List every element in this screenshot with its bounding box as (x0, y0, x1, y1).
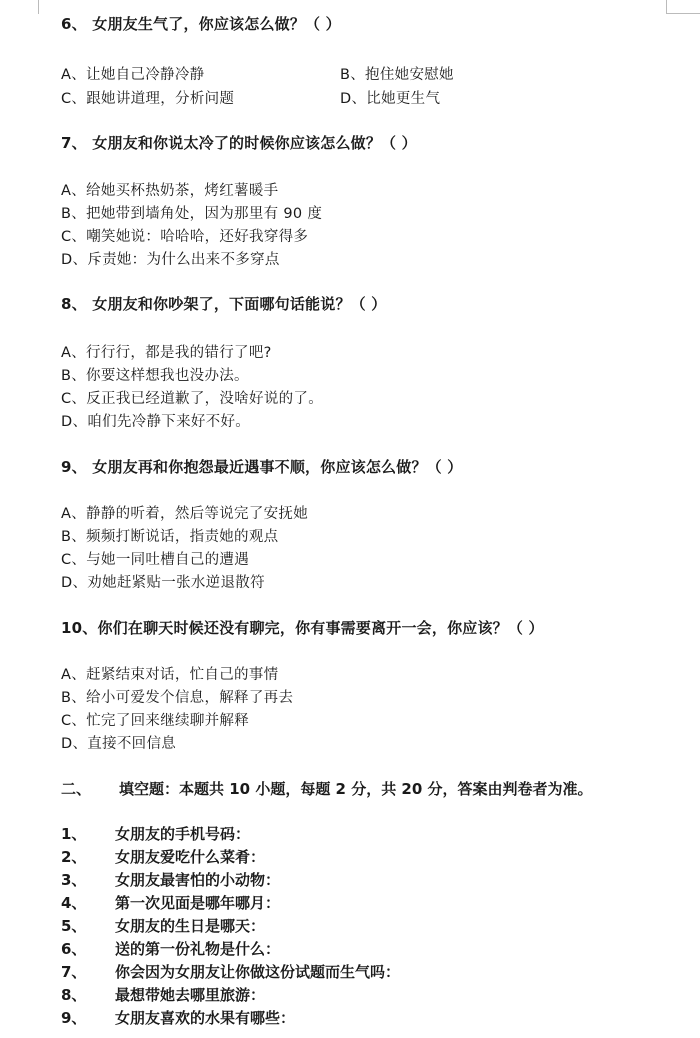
fill-item-text: 第一次见面是哪年哪月： (115, 894, 281, 912)
fill-item-text: 女朋友的生日是哪天： (115, 917, 266, 935)
fill-item-text: 女朋友的手机号码： (115, 825, 251, 843)
option-b: B、抱住她安慰她 (340, 67, 454, 83)
fill-item-text: 女朋友喜欢的水果有哪些： (115, 1009, 296, 1027)
fill-item-number: 7、 (61, 963, 87, 981)
fill-item-number: 1、 (61, 825, 87, 843)
option-b: B、频频打断说话，指责她的观点 (61, 529, 279, 545)
section-number: 二、 (61, 780, 92, 798)
fill-item-number: 3、 (61, 871, 87, 889)
question-title: 6、 女朋友生气了，你应该怎么做？（ ） (61, 15, 341, 33)
option-c: C、忙完了回来继续聊并解释 (61, 713, 250, 729)
option-a: A、让她自己冷静冷静 (61, 67, 205, 83)
page-corner-mark (38, 0, 39, 14)
fill-item-text: 最想带她去哪里旅游： (115, 986, 266, 1004)
option-b: B、你要这样想我也没办法。 (61, 368, 249, 384)
fill-item-number: 6、 (61, 940, 87, 958)
option-b: B、给小可爱发个信息，解释了再去 (61, 690, 294, 706)
option-d: D、劝她赶紧贴一张水逆退散符 (61, 575, 265, 591)
fill-item-text: 女朋友最害怕的小动物： (115, 871, 281, 889)
option-a: A、行行行，都是我的错行了吧? (61, 345, 272, 361)
fill-item-number: 8、 (61, 986, 87, 1004)
option-c: C、反正我已经道歉了，没啥好说的了。 (61, 391, 324, 407)
section-text: 填空题：本题共 10 小题，每题 2 分，共 20 分，答案由判卷者为准。 (119, 780, 593, 798)
fill-item-text: 你会因为女朋友让你做这份试题而生气吗： (115, 963, 401, 981)
page-corner-mark (666, 0, 667, 14)
fill-item-text: 送的第一份礼物是什么： (115, 940, 281, 958)
option-d: D、咱们先冷静下来好不好。 (61, 414, 251, 430)
question-title: 10、你们在聊天时候还没有聊完，你有事需要离开一会，你应该？（ ） (61, 619, 544, 637)
fill-item-text: 女朋友爱吃什么菜肴： (115, 848, 266, 866)
question-title: 8、 女朋友和你吵架了，下面哪句话能说？（ ） (61, 295, 387, 313)
question-title: 7、 女朋友和你说太冷了的时候你应该怎么做？（ ） (61, 134, 417, 152)
option-c: C、跟她讲道理，分析问题 (61, 91, 235, 107)
option-b: B、把她带到墙角处，因为那里有 90 度 (61, 206, 323, 222)
option-a: A、赶紧结束对话，忙自己的事情 (61, 667, 279, 683)
section-heading (61, 778, 593, 799)
option-c: C、与她一同吐槽自己的遭遇 (61, 552, 250, 568)
option-d: D、比她更生气 (340, 91, 441, 107)
question-title: 9、 女朋友再和你抱怨最近遇事不顺，你应该怎么做？（ ） (61, 458, 463, 476)
option-c: C、嘲笑她说：哈哈哈，还好我穿得多 (61, 229, 309, 245)
option-d: D、直接不回信息 (61, 736, 177, 752)
page-corner-mark (666, 13, 700, 14)
fill-item-number: 5、 (61, 917, 87, 935)
fill-item-number: 9、 (61, 1009, 87, 1027)
option-d: D、斥责她：为什么出来不多穿点 (61, 252, 280, 268)
fill-item-number: 4、 (61, 894, 87, 912)
option-a: A、给她买杯热奶茶，烤红薯暖手 (61, 183, 279, 199)
fill-item-number: 2、 (61, 848, 87, 866)
option-a: A、静静的听着，然后等说完了安抚她 (61, 506, 309, 522)
